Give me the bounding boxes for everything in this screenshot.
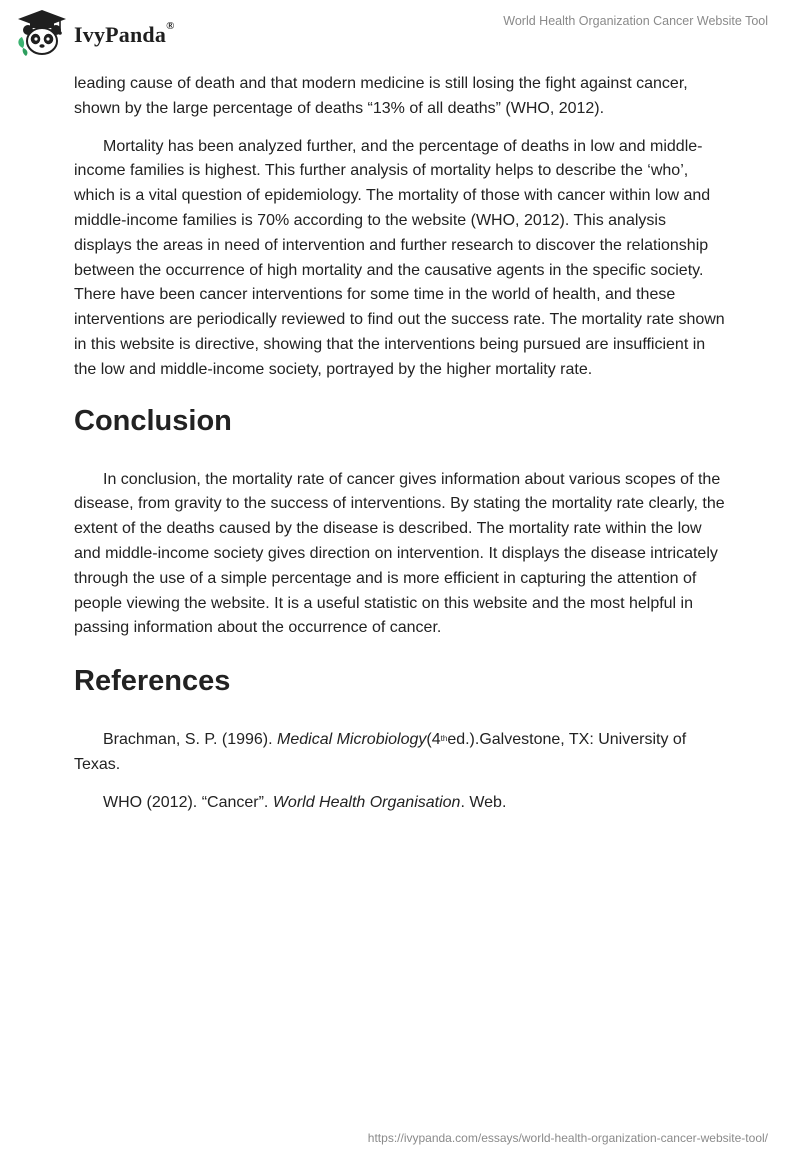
- page-header: [0, 0, 800, 70]
- panda-graduate-icon: [14, 8, 70, 58]
- paragraph-continuation: leading cause of death and that modern medicine is still losing the fight against cancer, shown by the large percentage of deaths “13% of all deaths” (WHO, 2012).: [74, 75, 688, 117]
- reference-title: Medical Microbiology: [277, 731, 427, 749]
- document-title: World Health Organization Cancer Website Tool: [503, 14, 768, 28]
- conclusion-heading: Conclusion: [74, 404, 232, 437]
- reference-item: Brachman, S. P. (1996). Medical Microbiology(4thed.).Galvestone, TX: University of Texas.: [74, 731, 687, 773]
- paragraph-conclusion: In conclusion, the mortality rate of cancer gives information about various scopes of the disease, from gravity to the success of interventions. By stating the mortality rate clearly, the extent of the deaths caused by the disease is described. The mortality rate within the low and middle-income society gives direction on intervention. It displays the disease intricately through the use of a simple percentage and is more efficient in capturing the attention of people viewing the website. It is a useful statistic on this website and the most helpful in passing information about the occurrence of cancer.: [74, 470, 725, 637]
- source-url[interactable]: https://ivypanda.com/essays/world-health-organization-cancer-website-tool/: [367, 1131, 768, 1145]
- essay-body: [74, 72, 728, 829]
- paragraph-mortality: Mortality has been analyzed further, and the percentage of deaths in low and middle-income families is highest. This further analysis of mortality helps to describe the ‘who’, which is a vital question of epidemiology. The mortality of those with cancer within low and middle-income families is 70% according to the website (WHO, 2012). This analysis displays the areas in need of intervention and further research to discover the relationship between the occurrence of high mortality and the causative agents in the specific society. There have been cancer interventions for some time in the world of health, and these interventions are periodically reviewed to find out the success rate. The mortality rate shown in this website is directive, showing that the interventions being pursued are insufficient in the low and middle-income society, portrayed by the higher mortality rate.: [74, 137, 725, 378]
- logo-text: IvyPanda®: [74, 20, 175, 47]
- references-heading: References: [74, 665, 231, 698]
- ivypanda-logo[interactable]: [14, 8, 175, 58]
- registered-mark: ®: [166, 20, 175, 32]
- reference-item: WHO (2012). “Cancer”. World Health Organisation. Web.: [103, 793, 507, 811]
- reference-title: World Health Organisation: [272, 793, 461, 811]
